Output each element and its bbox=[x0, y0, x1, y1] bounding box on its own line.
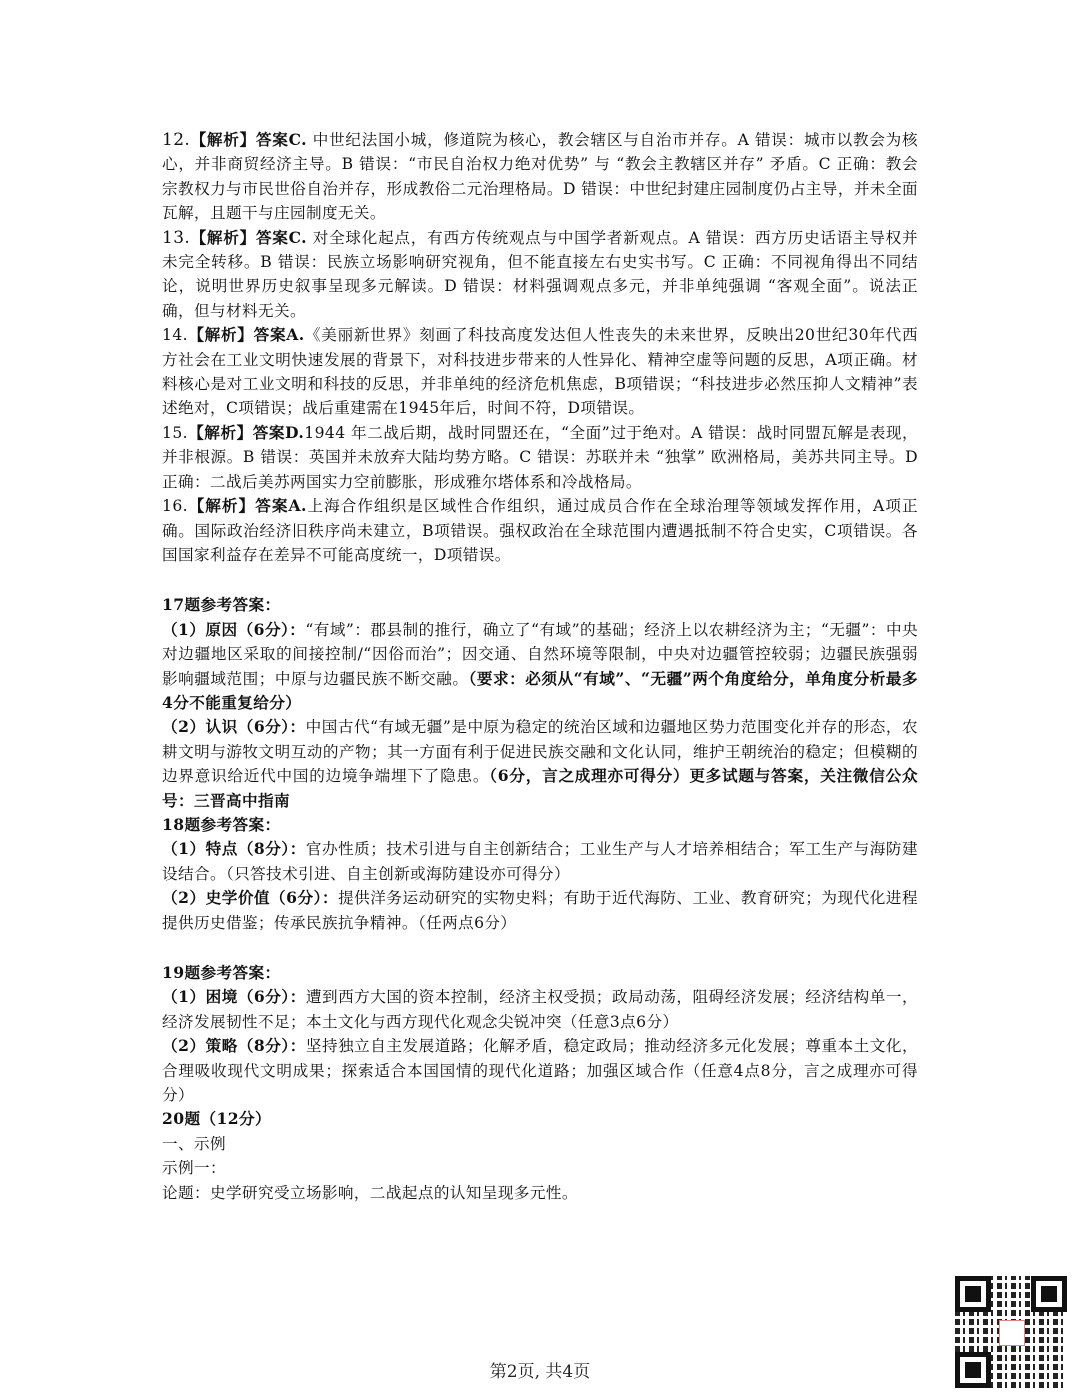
answer-item-13: 13.【解析】答案C. 对全球化起点，有西方传统观点与中国学者新观点。A 错误：西方历史话语主导权并未完全转移。B 错误：民族立场影响研究视角，但不能直接左右史实书写。C 正确：不同视角得出不同结论，说明世界历史叙事呈现多元解读。D 错误：材料强调观点多元，并非单纯强调 “客观全面”。说法正确，但与材料无关。 bbox=[162, 227, 919, 320]
q17-title: 17题参考答案： bbox=[162, 595, 281, 615]
q17-part1: （1）原因（6分）：“有域”：郡县制的推行，确立了“有域”的基础；经济上以农耕经济为主；“无疆”：中央对边疆地区采取的间接控制/“因俗而治”；因交通、自然环境等限制，中央对边疆管控较弱；边疆民族强弱影响疆域范围；中原与边疆民族不断交融。（要求：必须从“有域”、“无疆”两个角度给分，单角度分析最多4分不能重复给分） bbox=[162, 619, 919, 712]
q18-part1: （1）特点（8分）：官办性质；技术引进与自主创新结合；工业生产与人才培养相结合；军工生产与海防建设结合。（只答技术引进、自主创新或海防建设亦可得分） bbox=[162, 839, 918, 883]
q20-line3: 论题：史学研究受立场影响，二战起点的认知呈现多元性。 bbox=[162, 1183, 578, 1202]
answer-item-16: 16.【解析】答案A.上海合作组织是区域性合作组织，通过成员合作在全球治理等领域发挥作用，A项正确。国际政治经济旧秩序尚未建立，B项错误。强权政治在全球范围内遭遇抵制不符合史实，C项错误。各国国家利益存在差异不可能高度统一，D项错误。 bbox=[162, 496, 918, 564]
q18-title: 18题参考答案： bbox=[162, 814, 281, 834]
qr-logo-icon bbox=[999, 1320, 1025, 1346]
q18-part2: （2）史学价值（6分）：提供洋务运动研究的实物史料；有助于近代海防、工业、教育研究；为现代化进程提供历史借鉴；传承民族抗争精神。（任两点6分） bbox=[162, 888, 918, 932]
q19-part1: （1）困境（6分）：遭到西方大国的资本控制，经济主权受损；政局动荡，阻碍经济发展；经济结构单一，经济发展韧性不足；本土文化与西方现代化观念尖锐冲突（任意3点6分） bbox=[162, 987, 918, 1031]
q19-part2: （2）策略（8分）：坚持独立自主发展道路；化解矛盾，稳定政局；推动经济多元化发展；尊重本土文化，合理吸收现代文明成果；探索适合本国国情的现代化道路；加强区域合作（任意4点8分，言之成理亦可得分） bbox=[162, 1036, 918, 1105]
answer-item-15: 15.【解析】答案D.1944 年二战后期，战时同盟还在，“全面”过于绝对。A 错误：战时同盟瓦解是表现，并非根源。B 错误：英国并未放弃大陆均势方略。C 错误：苏联并未 “独掌” 欧洲格局，美苏共同主导。D 正确：二战后美苏两国实力空前膨胀，形成雅尔塔体系和冷战格局。 bbox=[162, 422, 918, 491]
q20-title: 20题（12分） bbox=[162, 1109, 271, 1129]
answer-content bbox=[162, 128, 918, 1205]
q20-line1: 一、示例 bbox=[162, 1134, 226, 1153]
q19-title: 19题参考答案： bbox=[162, 963, 281, 982]
q20-line2: 示例一： bbox=[162, 1159, 226, 1178]
qr-finder-icon bbox=[955, 1276, 991, 1312]
page-number: 第2页, 共4页 bbox=[489, 1362, 591, 1382]
qr-finder-icon bbox=[1031, 1276, 1067, 1312]
answer-item-12: 12.【解析】答案C. 中世纪法国小城，修道院为核心，教会辖区与自治市并存。A 错误：城市以教会为核心，并非商贸经济主导。B 错误：“市民自治权力绝对优势” 与 “教会主教辖区并存” 矛盾。C 正确：教会宗教权力与市民世俗自治并存，形成教俗二元治理格局。D 错误：中世纪封建庄园制度仍占主导，并未全面瓦解，且题干与庄园制度无关。 bbox=[162, 130, 919, 223]
spacer bbox=[162, 567, 918, 593]
spacer bbox=[162, 935, 918, 961]
answer-item-14: 14.【解析】答案A.《美丽新世界》刻画了科技高度发达但人性丧失的未来世界，反映出20世纪30年代西方社会在工业文明快速发展的背景下，对科技进步带来的人性异化、精神空虚等问题的反思，A项正确。材料核心是对工业文明和科技的反思，并非单纯的经济危机焦虑，B项错误；“科技进步必然压抑人文精神”表述绝对，C项错误；战后重建需在1945年后，时间不符，D项错误。 bbox=[162, 325, 918, 418]
q17-part2: （2）认识（6分）：中国古代“有域无疆”是中原为稳定的统治区域和边疆地区势力范围变化并存的形态，农耕文明与游牧文明互动的产物；其一方面有利于促进民族交融和文化认同，维护王朝统治的稳定；但模糊的边界意识给近代中国的边境争端埋下了隐患。（6分，言之成理亦可得分）更多试题与答案，关注微信公众号：三晋高中指南 bbox=[162, 717, 918, 810]
